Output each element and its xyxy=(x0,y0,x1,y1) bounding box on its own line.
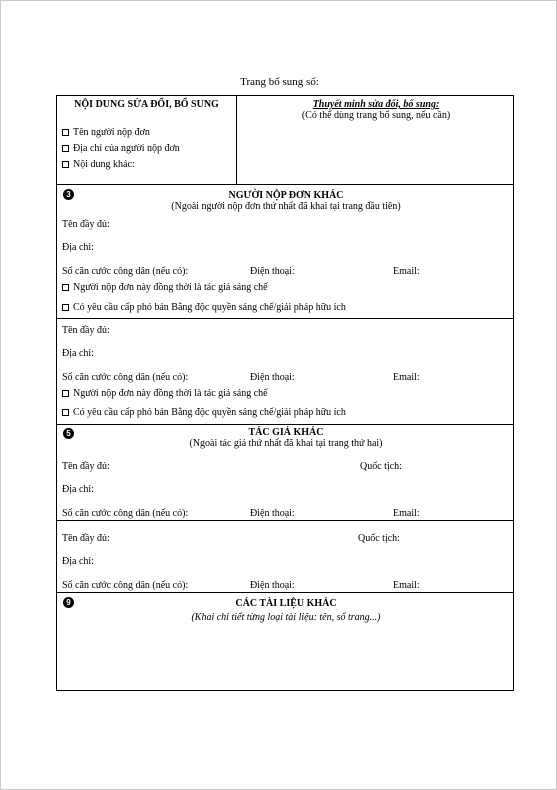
section-number-icon: 3 xyxy=(63,189,74,200)
applicant-1-email-label[interactable]: Email: xyxy=(393,266,420,277)
other-docs-title: CÁC TÀI LIỆU KHÁC xyxy=(235,598,337,609)
section-number-icon: 5 xyxy=(63,428,74,439)
applicant-1-author-check[interactable]: Người nộp đơn này đồng thời là tác giả sáng chế xyxy=(62,282,268,294)
form-frame xyxy=(56,95,514,691)
divider xyxy=(57,184,513,185)
applicant-1-full-name-label[interactable]: Tên đầy đủ: xyxy=(62,219,110,230)
applicant-1-copy-check[interactable]: Có yêu cầu cấp phó bản Bằng độc quyền sáng chế/giải pháp hữu ích xyxy=(62,302,346,314)
page-title: Trang bổ sung số: xyxy=(240,76,319,88)
author-1-email-label[interactable]: Email: xyxy=(393,508,420,519)
applicant-2-phone-label[interactable]: Điện thoại: xyxy=(250,372,295,383)
checkbox-icon[interactable] xyxy=(62,161,69,168)
applicant-1-id-label[interactable]: Số căn cước công dân (nếu có): xyxy=(62,266,189,277)
author-2-full-name-label[interactable]: Tên đầy đủ: xyxy=(62,533,110,544)
author-1-id-label[interactable]: Số căn cước công dân (nếu có): xyxy=(62,508,189,519)
other-docs-subtitle: (Khai chi tiết từng loại tài liệu: tên, số trang...) xyxy=(191,612,381,623)
checkbox-icon[interactable] xyxy=(62,129,69,136)
divider xyxy=(57,424,513,425)
applicant-2-address-label[interactable]: Địa chỉ: xyxy=(62,348,94,359)
author-1-nationality-label[interactable]: Quốc tịch: xyxy=(360,461,402,472)
applicant-2-author-check[interactable]: Người nộp đơn này đồng thời là tác giả sáng chế xyxy=(62,388,268,400)
applicant-section-subtitle: (Ngoài người nộp đơn thứ nhất đã khai tại trang đầu tiên) xyxy=(171,201,401,212)
author-2-nationality-label[interactable]: Quốc tịch: xyxy=(358,533,400,544)
amend-right-heading: Thuyết minh sửa đổi, bổ sung: xyxy=(312,99,440,110)
checkbox-icon[interactable] xyxy=(62,409,69,416)
divider xyxy=(57,318,513,319)
applicant-2-email-label[interactable]: Email: xyxy=(393,372,420,383)
amend-left-heading: NỘI DUNG SỬA ĐỔI, BỔ SUNG xyxy=(74,99,219,110)
authors-section-subtitle: (Ngoài tác giả thứ nhất đã khai tại trang thứ hai) xyxy=(189,438,383,449)
checkbox-icon[interactable] xyxy=(62,390,69,397)
author-1-address-label[interactable]: Địa chỉ: xyxy=(62,484,94,495)
divider xyxy=(57,592,513,593)
applicant-section-title: NGƯỜI NỘP ĐƠN KHÁC xyxy=(228,190,344,201)
divider xyxy=(57,520,513,521)
author-2-phone-label[interactable]: Điện thoại: xyxy=(250,580,295,591)
amend-right-note: (Có thể dùng trang bổ sung, nếu cần) xyxy=(301,110,451,121)
applicant-1-address-label[interactable]: Địa chỉ: xyxy=(62,242,94,253)
checkbox-icon[interactable] xyxy=(62,304,69,311)
other-docs-area[interactable] xyxy=(62,631,508,685)
authors-section-title: TÁC GIẢ KHÁC xyxy=(248,427,324,438)
section-number-icon: 9 xyxy=(63,597,74,608)
amend-option-other[interactable]: Nội dung khác: xyxy=(62,159,135,171)
amend-option-applicant-name[interactable]: Tên người nộp đơn xyxy=(62,127,150,139)
applicant-1-phone-label[interactable]: Điện thoại: xyxy=(250,266,295,277)
amend-option-applicant-address[interactable]: Địa chỉ của người nộp đơn xyxy=(62,143,180,155)
author-2-id-label[interactable]: Số căn cước công dân (nếu có): xyxy=(62,580,189,591)
author-2-email-label[interactable]: Email: xyxy=(393,580,420,591)
author-1-phone-label[interactable]: Điện thoại: xyxy=(250,508,295,519)
checkbox-icon[interactable] xyxy=(62,284,69,291)
checkbox-icon[interactable] xyxy=(62,145,69,152)
applicant-2-full-name-label[interactable]: Tên đầy đủ: xyxy=(62,325,110,336)
author-2-address-label[interactable]: Địa chỉ: xyxy=(62,556,94,567)
author-1-full-name-label[interactable]: Tên đầy đủ: xyxy=(62,461,110,472)
applicant-2-id-label[interactable]: Số căn cước công dân (nếu có): xyxy=(62,372,189,383)
applicant-2-copy-check[interactable]: Có yêu cầu cấp phó bản Bằng độc quyền sáng chế/giải pháp hữu ích xyxy=(62,407,346,419)
